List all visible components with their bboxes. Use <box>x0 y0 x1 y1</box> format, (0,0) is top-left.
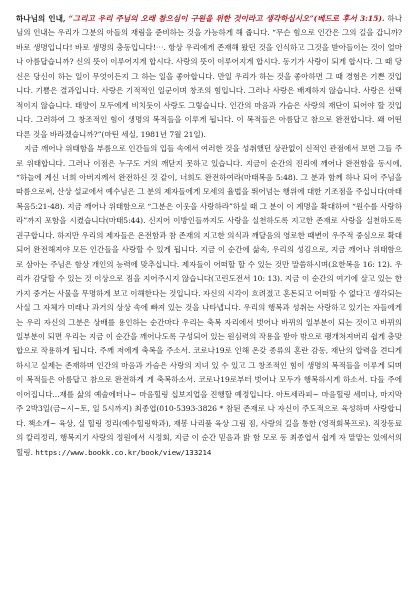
paragraph-2-body: 지금 깨어나 위태함을 부름으로 인간들의 입들 속에서 여러한 것을 성취했던 상관없이 신적인 관점에서 보면 그들 주로 위태합니다. 그러나 이점은 누구도 거의 깨닫지 못하고 있습니다. 지금이 순간의 진리에 깨어나 완전함을 동시에, “하늘에 계신 너희 아버지께서 완전하신 것 같이, 너희도 완전하여라(마태복음 5:48). 그 분과 함께 하나 되어 주님을 따름으로써, 산상 설교에서 예수님은 그 분의 제자들에게 모세의 율법을 뛰어넘는 행위에 대한 기조점을 주십니다(마태복음5:21-48). 지금 깨어나 위태함으로 “그분은 이웃을 사랑하라”하실 때 그 분이 이 계명을 확대하여 “원수를 사랑하라”까지 포함을 시켰습니다(마태5:44). 신지어 이방인들까지도 사랑을 실천하도록 지고한 존재로 사랑을 실천하도록 권구합니다. 하지만 우리의 제자들은 온전함과 참 존재의 지고한 의식과 깨달음의 영로한 때변이 우주적 중심으로 확대되어 완전해져야 모든 인간들을 사랑할 수 있게 됩니다. 지금 이 순간에 삶속, 우리의 성김으로, 지금 깨어나 위태함으로 삼아는 주님은 함상 개인의 능력에 맞추십니다. 제자들이 어떠할 할 수 있는 것만 말씀하시며(요한복음 16: 12). 우리가 감당할 수 있는 것 이상으로 짐을 지어주시지 않습니다(고린도전서 10: 13). 지금 이 순간의 여기에 살고 있는 한 가지 중거는 사물을 무명하게 보고 이해한다는 것입니다. 자신의 시각이 흐려졌고 혼돈되고 어떠할 수 없다고 생각되는 사실 그 자체가 미래나 과거의 상상 속에 빠져 있는 것을 나타냅니다. 우리의 행복과 성취는 사랑하고 있기는 자들에게는 우리 자신의 그분은 상배를 용인하는 순간마다 우리는 축복 자리에서 벗어나 바뀌의 일부분이 되는 것이고 바뀌의 일부분이 되면 우리는 지금 이 순간을 깨어나도록 구성되어 있는 원심력의 작용을 받아 밖으로 팽개쳐져버리 쉽게 충맞합으로 작용하게 됩니다. 주께 저에게 축복을 주소서. 코로나19로 인해 온갖 종류의 혼란 감동, 재난의 압력을 견디게 하시고 실제는 존재하며 인간의 마음과 가슴은 사랑의 지녀 있 수 있고 그 창조적인 힘이 생명의 복적들을 이루게 되며 이 복적들은 아름답고 참으로 완전하게 게 축복하소서. 코로나19로부터 벗어나 모두가 행복하시게 하소서. 다들 주에 이어집니다...재를 삶의 예술에터나~ 마음힐링 십보지업을 진행할 예정입니다. 아트세라피~ 마음힐링 세미나, 마지막 주 2박3일(금~시~토, 일 5시까지) 최종엽(010-5393-3826 * 참된 존재로 나 자신이 주도적으로 육성하며 사랑합니다. 책소개~ 육상, 실 힐링 정리(예수힐링학과), 재봉 나리품 육상 그림 짐, 사랑의 길을 통한 (영적회복프로). 직장동료의 칼리정리, 행복지기 사랑의 정원에서 시정회, 지금 이 순간 믿음과 밝 함 모로 동 최종엽서 쉽게 자 맡맡는 있에서의 힐링. <box>16 144 402 457</box>
paragraph-1-body: 하나님의 인내는 우리가 그분의 아들의 재림을 준비하는 것을 가능하게 해 줍니다. “무슨 힘으로 인간은 그의 길을 갑니까? 바로 생명입니다! 바로 생명의 충동입니다!⋯. 항상 우리에게 존재해 왔던 것을 인식하고 그것을 받아들이는 것이 얼마나 아름답습니까? 신의 뜻이 이루어지게 합시다. 사랑의 뜻이 이루어지게 합시다. 동기가 사랑이 되게 합시다. 그 때 당신은 당신이 하는 일이 무엇이든지 그 하는 일을 좋아합니다. 만일 우리가 하는 것을 좋아하면 그 때 경험은 기쁜 것입니다. 기쁨은 결과입니다. 사랑은 기적적인 일군이며 창조의 힘입니다. 그러나 사랑은 배제하지 않습니다. 사랑은 선택적이지 않습니다. 태양이 모두에게 비치듯이 사랑도 그렇습니다. 인간의 마음과 가슴은 사랑의 재단이 되어야 할 것입니다. 그러하여 그 창조적인 힘이 생명의 복적들을 이루게 됩니다. 이 복적들은 아름답고 참으로 완전합니다. 왜 어떤 다른 것을 바라겠습니까?”(마틴 세실, 1981년 7월 21일). <box>16 14 402 139</box>
paragraph-1 <box>16 12 402 142</box>
book-link[interactable]: https://www.bookk.co.kr/book/view/133214 <box>35 447 212 457</box>
paragraph-2 <box>16 142 402 460</box>
paragraph-heading: 하나님의 인내, <box>16 14 69 23</box>
scripture-quote: “그리고 우리 주님의 오래 참으심이 구원을 위한 것이라고 생각하십시오”(베드로 후서 3:15). <box>68 14 385 23</box>
document-page <box>16 12 402 460</box>
